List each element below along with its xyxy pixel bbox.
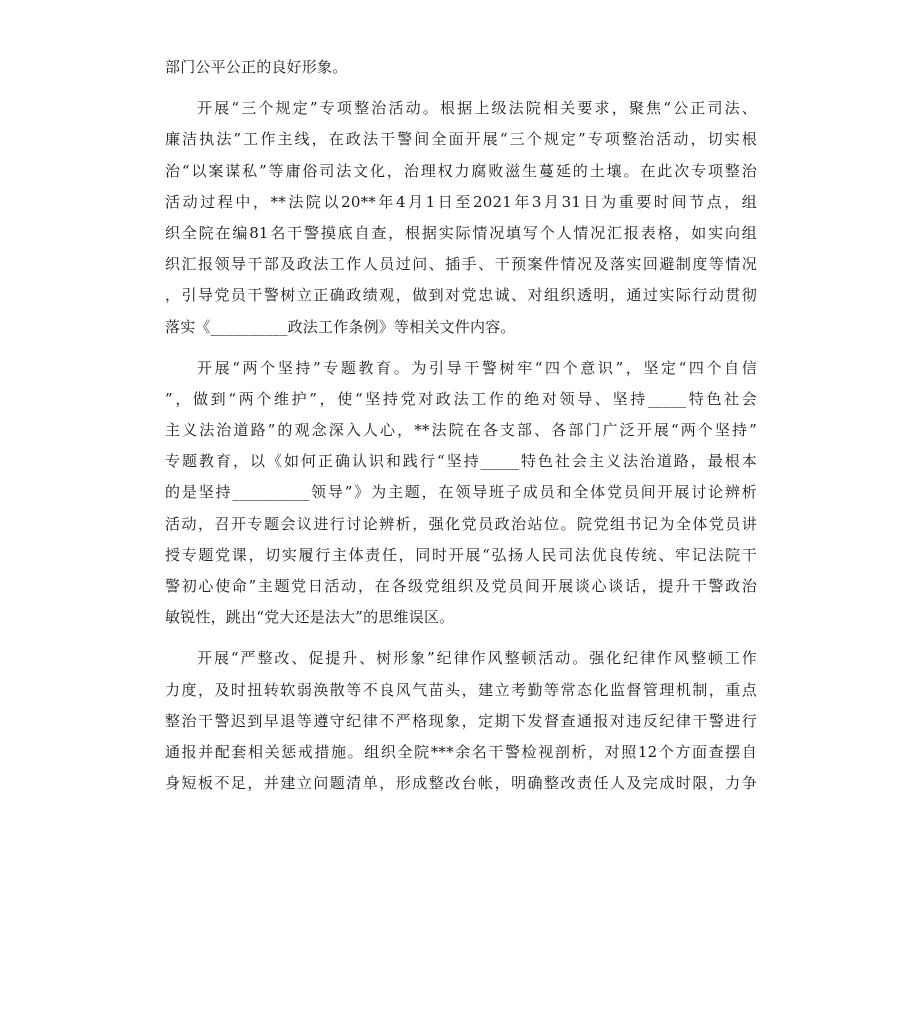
text-line: 开展“三个规定”专项整治活动。根据上级法院相关要求，聚焦“公正司法、 [197,99,757,118]
paragraph [165,52,757,83]
text-line: 敏锐性，跳出“党大还是法大”的思维误区。 [165,608,455,627]
text-line: 通报并配套相关惩戒措施。组织全院***余名干警检视剖析，对照12个方面查摆自 [165,742,757,761]
text-line: 身短板不足，并建立问题清单，形成整改台帐，明确整改责任人及完成时限，力争 [165,774,757,793]
text-line: 部门公平公正的良好形象。 [165,58,348,76]
text-line: 主义法治道路”的观念深入人心，**法院在各支部、各部门广泛开展“两个坚持” [165,421,757,440]
text-line: 的是坚持__________领导”》为主题，在领导班子成员和全体党员间开展讨论辨析 [165,483,757,502]
text-line: ，引导党员干警树立正确政绩观，做到对党忠诚、对组织透明，通过实际行动贯彻 [165,286,757,305]
text-line: 开展“严整改、促提升、树形象”纪律作风整顿活动。强化纪律作风整顿工作 [197,649,757,668]
text-line: 治“以案谋私”等庸俗司法文化，治理权力腐败滋生蔓延的土壤。在此次专项整治 [165,161,757,180]
text-line: 织汇报领导干部及政法工作人员过问、插手、干预案件情况及落实回避制度等情况 [165,255,757,274]
text-line: 警初心使命”主题党日活动，在各级党组织及党员间开展谈心谈话，提升干警政治 [165,577,757,595]
paragraph [165,643,757,799]
text-line: 整治干警迟到早退等遵守纪律不严格现象，定期下发督查通报对违反纪律干警进行 [165,711,757,730]
text-line: 活动过程中，**法院以20**年4月1日至2021年3月31日为重要时间节点，组 [165,192,757,211]
text-line: 廉洁执法”工作主线，在政法干警间全面开展“三个规定”专项整治活动，切实根 [165,130,757,149]
text-line: 落实《__________政法工作条例》等相关文件内容。 [165,317,516,336]
text-line: 力度，及时扭转软弱涣散等不良风气苗头，建立考勤等常态化监督管理机制，重点 [165,680,757,699]
document-body [165,52,757,799]
paragraph-gap [165,83,757,93]
paragraph-gap [165,343,757,353]
paragraph [165,353,757,634]
text-line: 专题教育，以《如何正确认识和践行“坚持_____特色社会主义法治道路，最根本 [165,452,757,471]
text-line: 活动，召开专题会议进行讨论辨析，强化党员政治站位。院党组书记为全体党员讲 [165,514,757,533]
text-line: 开展“两个坚持”专题教育。为引导干警树牢“四个意识”，坚定“四个自信 [197,358,757,377]
text-line: 织全院在编81名干警摸底自查，根据实际情况填写个人情况汇报表格，如实向组 [165,223,757,242]
paragraph-gap [165,633,757,643]
text-line: ”，做到“两个维护”，使“坚持党对政法工作的绝对领导、坚持_____特色社会 [165,389,757,408]
text-line: 授专题党课，切实履行主体责任，同时开展“弘扬人民司法优良传统、牢记法院干 [165,545,757,564]
paragraph [165,93,757,343]
